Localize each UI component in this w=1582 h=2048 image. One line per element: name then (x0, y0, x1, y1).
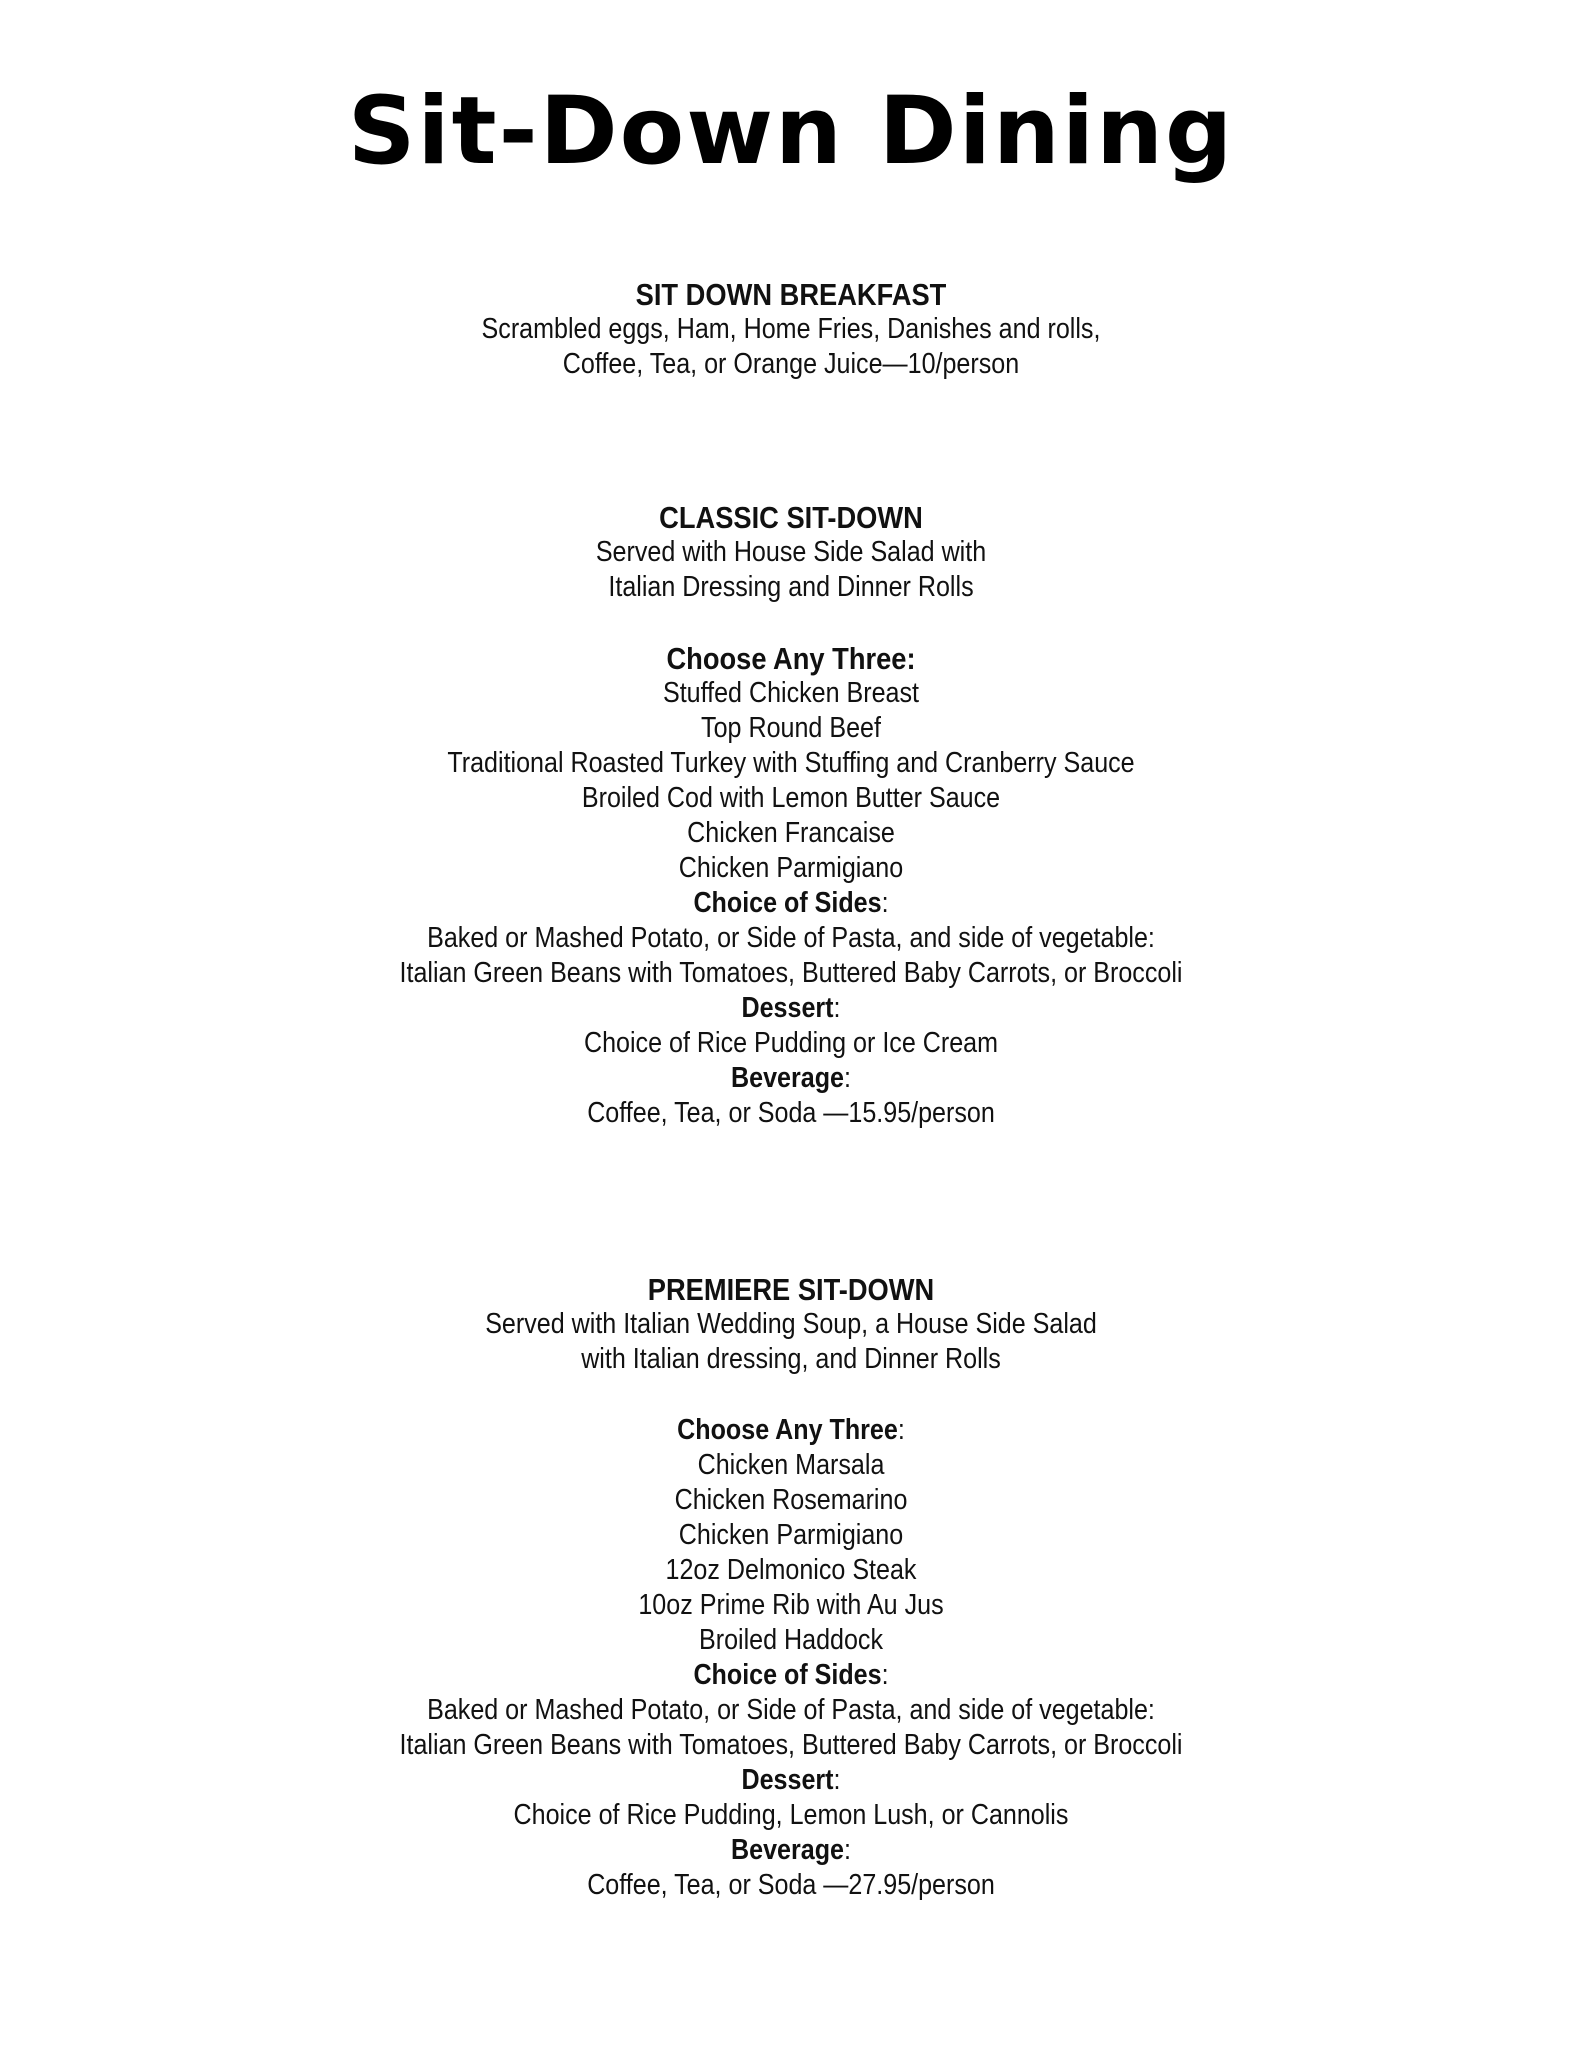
classic-sides-label: Choice of Sides (693, 887, 882, 919)
classic-dessert-heading: Dessert: (741, 992, 841, 1024)
classic-entree: Chicken Francaise (687, 817, 895, 849)
breakfast-heading: SIT DOWN BREAKFAST (635, 277, 947, 312)
premiere-entree: Chicken Marsala (697, 1449, 885, 1481)
premiere-beverage-label: Beverage (731, 1834, 844, 1866)
premiere-sides-line: Baked or Mashed Potato, or Side of Pasta, and side of vegetable: (427, 1694, 1155, 1726)
premiere-entree: Chicken Parmigiano (678, 1519, 904, 1551)
premiere-sides-label: Choice of Sides (693, 1659, 882, 1691)
classic-entree: Stuffed Chicken Breast (662, 677, 920, 709)
classic-entree: Broiled Cod with Lemon Butter Sauce (581, 782, 1001, 814)
premiere-entree: 10oz Prime Rib with Au Jus (638, 1589, 944, 1621)
premiere-dessert-label: Dessert (741, 1764, 834, 1796)
premiere-dessert: Choice of Rice Pudding, Lemon Lush, or Cannolis (513, 1799, 1069, 1831)
classic-intro-line: Italian Dressing and Dinner Rolls (608, 571, 974, 603)
premiere-sides-line: Italian Green Beans with Tomatoes, Buttered Baby Carrots, or Broccoli (399, 1729, 1183, 1761)
classic-beverage: Coffee, Tea, or Soda —15.95/person (587, 1097, 995, 1129)
classic-choose-label: Choose Any Three: (666, 641, 916, 676)
classic-section (0, 500, 1582, 1131)
premiere-entree: Broiled Haddock (698, 1624, 884, 1656)
premiere-sides-heading: Choice of Sides: (693, 1659, 889, 1691)
premiere-beverage-heading: Beverage: (731, 1834, 851, 1866)
classic-sides-line: Italian Green Beans with Tomatoes, Buttered Baby Carrots, or Broccoli (399, 957, 1183, 989)
premiere-beverage: Coffee, Tea, or Soda —27.95/person (587, 1869, 995, 1901)
premiere-section (0, 1272, 1582, 1903)
breakfast-desc-line: Coffee, Tea, or Orange Juice—10/person (562, 348, 1020, 380)
classic-entree: Traditional Roasted Turkey with Stuffing and Cranberry Sauce (447, 747, 1135, 779)
classic-beverage-heading: Beverage: (731, 1062, 851, 1094)
spacer (0, 605, 1582, 641)
classic-entree: Top Round Beef (701, 712, 881, 744)
classic-entree: Chicken Parmigiano (678, 852, 904, 884)
premiere-choose-label: Choose Any Three (677, 1414, 898, 1446)
classic-dessert-label: Dessert (741, 992, 834, 1024)
classic-sides-heading: Choice of Sides: (693, 887, 889, 919)
classic-heading: CLASSIC SIT-DOWN (659, 500, 923, 535)
classic-sides-line: Baked or Mashed Potato, or Side of Pasta, and side of vegetable: (427, 922, 1155, 954)
breakfast-desc-line: Scrambled eggs, Ham, Home Fries, Danishes and rolls, (481, 313, 1101, 345)
premiere-choose-heading: Choose Any Three: (677, 1414, 905, 1446)
breakfast-section (0, 277, 1582, 382)
premiere-entree: Chicken Rosemarino (674, 1484, 908, 1516)
premiere-intro-line: Served with Italian Wedding Soup, a House Side Salad (485, 1308, 1097, 1340)
premiere-dessert-heading: Dessert: (741, 1764, 841, 1796)
premiere-entree: 12oz Delmonico Steak (665, 1554, 917, 1586)
classic-beverage-label: Beverage (731, 1062, 844, 1094)
classic-dessert: Choice of Rice Pudding or Ice Cream (583, 1027, 999, 1059)
spacer (0, 1377, 1582, 1413)
classic-intro-line: Served with House Side Salad with (595, 536, 987, 568)
premiere-heading: PREMIERE SIT-DOWN (647, 1272, 935, 1307)
premiere-intro-line: with Italian dressing, and Dinner Rolls (581, 1343, 1001, 1375)
page-title: Sit-Down Dining (347, 77, 1235, 186)
